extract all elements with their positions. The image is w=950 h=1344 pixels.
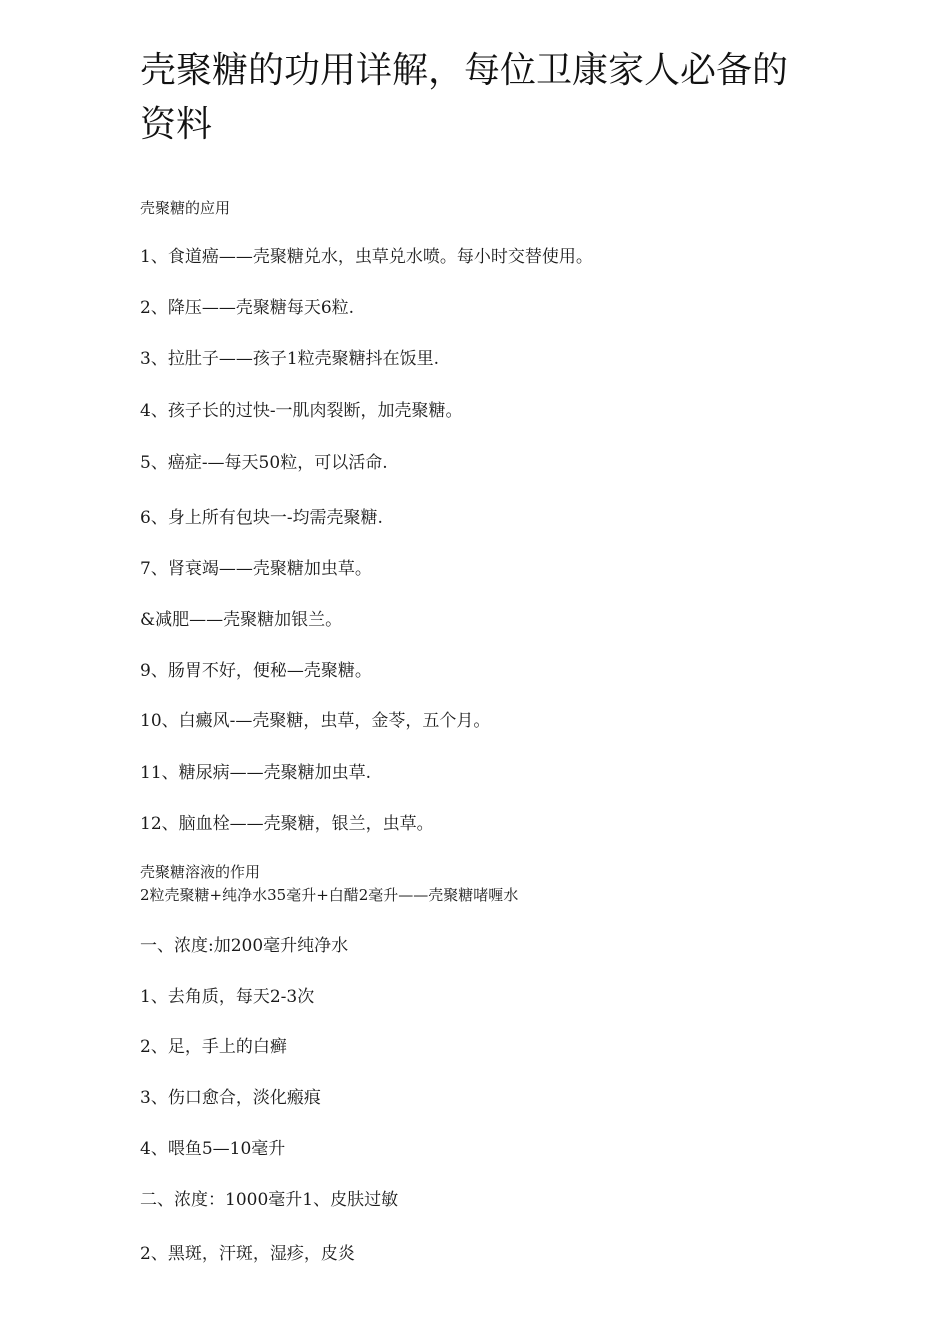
list-item: 2、足，手上的白癣 [140, 1037, 287, 1057]
list-item: 11、糖尿病——壳聚糖加虫草. [140, 763, 372, 783]
list-item: 2、降压——壳聚糖每天6粒. [140, 298, 355, 318]
concentration-heading: 一、浓度:加200毫升纯净水 [140, 936, 349, 956]
list-item: 12、脑血栓——壳聚糖，银兰，虫草。 [140, 814, 434, 834]
list-item: 9、肠胃不好，便秘—壳聚糖。 [140, 661, 372, 681]
list-item: 6、身上所有包块一-均需壳聚糖. [140, 508, 383, 528]
document-title: 壳聚糖的功用详解，每位卫康家人必备的资料 [140, 50, 789, 145]
list-item: 3、伤口愈合，淡化瘢痕 [140, 1088, 321, 1108]
section-heading-application: 壳聚糖的应用 [140, 199, 231, 217]
list-item: 1、去角质，每天2-3次 [140, 987, 315, 1007]
list-item: 4、喂鱼5—10毫升 [140, 1139, 286, 1159]
list-item: 4、孩子长的过快-一肌肉裂断，加壳聚糖。 [140, 401, 463, 421]
list-item: 10、白癜风-—壳聚糖，虫草，金苓，五个月。 [140, 711, 491, 731]
list-item: 7、肾衰竭——壳聚糖加虫草。 [140, 559, 372, 579]
concentration-heading: 二、浓度：1000毫升1、皮肤过敏 [140, 1190, 399, 1210]
list-item: 3、拉肚子——孩子1粒壳聚糖抖在饭里. [140, 349, 440, 369]
section-heading-solution: 壳聚糖溶液的作用 [140, 863, 261, 881]
list-item: &减肥——壳聚糖加银兰。 [140, 610, 343, 630]
list-item: 5、癌症-—每天50粒，可以活命. [140, 453, 388, 473]
formula-line: 2粒壳聚糖+纯净水35毫升+白醋2毫升——壳聚糖啫喱水 [140, 886, 519, 904]
list-item: 2、黑斑，汗斑，湿疹，皮炎 [140, 1244, 355, 1264]
list-item: 1、食道癌——壳聚糖兑水，虫草兑水喷。每小时交替使用。 [140, 247, 593, 267]
